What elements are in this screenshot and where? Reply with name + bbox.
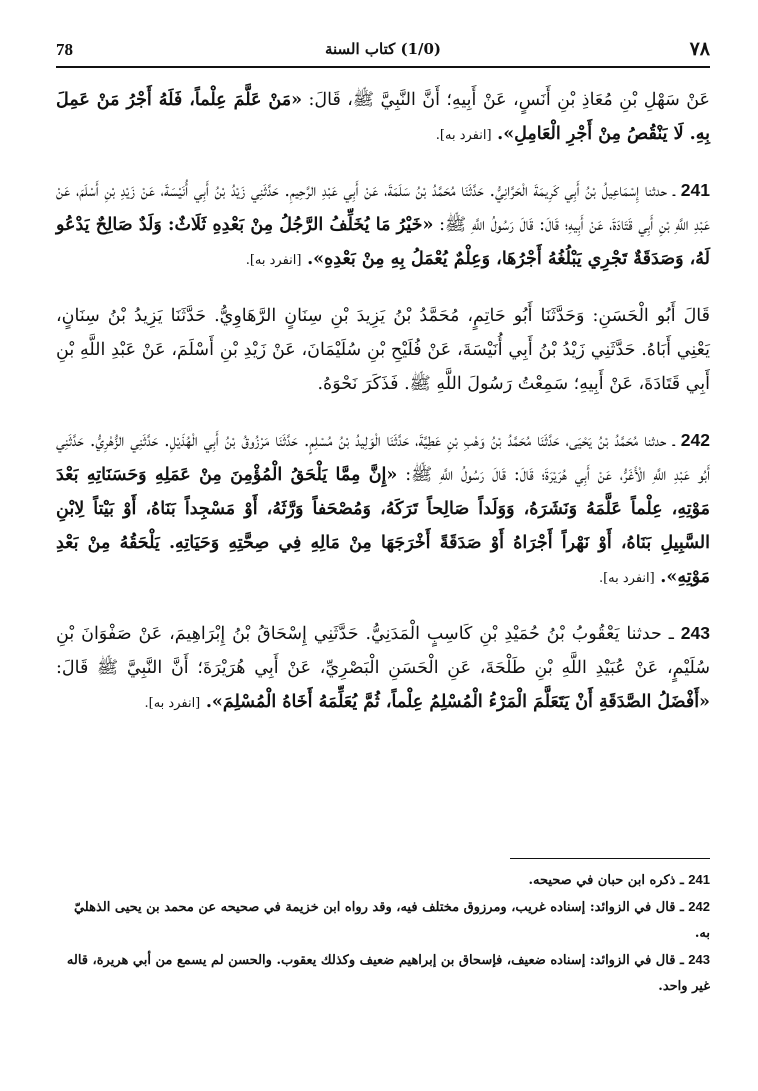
footnote [56, 867, 710, 894]
hadith-paragraph [56, 298, 710, 403]
footnote-text: ـ قال في الزوائد: إسناده غريب، ومرزوق مختلف فيه، وقد رواه ابن خزيمة في صحيحه عن محمد بن يحيى الذهليّ به. [73, 900, 710, 941]
page-number-arabic: ٧٨ [689, 38, 710, 60]
isnad-text: عَنْ سَهْلِ بْنِ مُعَاذِ بْنِ أَنَسٍ، عَنْ أَبِيهِ؛ أَنَّ النَّبِيَّ ﷺ، قَالَ: [308, 90, 710, 110]
hadith-paragraph [56, 616, 710, 721]
footnote [56, 947, 710, 1000]
isnad-text: ـ حدثنا إِسْمَاعِيلُ بْنُ أَبِي كَرِيمَةَ الْحَرَّانِيُّ. حَدَّثَنَا مُحَمَّدُ بْنُ سَلَمَةَ، عَنْ أَبِي عَبْدِ الرَّحِيمِ. حَدَّثَنِي زَيْدُ بْنُ أَبِي أُنَيْسَةَ، عَنْ زَيْدِ بْنِ أَسْلَمَ، عَنْ عَبْدِ اللَّهِ بْنِ أَبِي قَتَادَةَ، عَنْ أَبِيهِ؛ قَالَ: قَالَ رَسُولُ اللَّهِ ﷺ: [56, 181, 710, 235]
page [56, 36, 710, 741]
footnote-number: 242 [688, 899, 710, 914]
footnote-text: ـ قال في الزوائد: إسناده ضعيف، فإسحاق بن إبراهيم ضعيف وكذلك يعقوب. والحسن لم يسمع من أبي هريرة، قاله غير واحد. [66, 953, 710, 994]
matn-text: «أَفْضَلُ الصَّدَقَةِ أَنْ يَتَعَلَّمَ الْمَرْءُ الْمُسْلِمُ عِلْماً، ثُمَّ يُعَلِّمَهُ أَخَاهُ الْمُسْلِمَ». [205, 692, 710, 712]
hadith-paragraph [56, 82, 710, 153]
hadith-paragraph [56, 423, 710, 596]
hadith-note: [انفرد به]. [598, 571, 655, 586]
hadith-number: 241 [680, 180, 710, 200]
footnote [56, 894, 710, 947]
footnote-number: 241 [688, 872, 710, 887]
footnotes [56, 858, 710, 1000]
footnote-divider [510, 858, 710, 859]
book-title: (1/0) كتاب السنة [324, 40, 442, 58]
hadith-paragraph [56, 173, 710, 278]
hadith-note: [انفرد به]. [144, 696, 201, 711]
hadith-note: [انفرد به]. [245, 253, 302, 268]
page-number-latin: 78 [56, 40, 73, 59]
hadith-number: 243 [680, 623, 710, 643]
main-text [56, 82, 710, 721]
matn-text: «إِنَّ مِمَّا يَلْحَقُ الْمُؤْمِنَ مِنْ عَمَلِهِ وَحَسَنَاتِهِ بَعْدَ مَوْتِهِ، عِلْماً عَلَّمَهُ وَنَشَرَهُ، وَوَلَداً صَالِحاً تَرَكَهُ، وَمُصْحَفاً وَرَّثَهُ، أَوْ مَسْجِداً بَنَاهُ، أَوْ بَيْتاً لِابْنِ السَّبِيلِ بَنَاهُ، أَوْ نَهْراً أَجْرَاهُ أَوْ صَدَقَةً أَخْرَجَهَا مِنْ مَالِهِ فِي صِحَّتِهِ وَحَيَاتِهِ. يَلْحَقُهُ مِنْ بَعْدِ مَوْتِهِ». [56, 465, 710, 587]
isnad-text: ـ حدثنا مُحَمَّدُ بْنُ يَحْيَى، حَدَّثَنَا مُحَمَّدُ بْنُ وَهْبِ بْنِ عَطِيَّةَ، حَدَّثَنَا الْوَلِيدُ بْنُ مُسْلِمٍ. حَدَّثَنَا مَرْزُوقُ بْنُ أَبِي الْهُذَيْلِ. حَدَّثَنِي الزُّهْرِيُّ. حَدَّثَنِي أَبُو عَبْدِ اللَّهِ الْأَغَرُّ، عَنْ أَبِي هُرَيْرَةَ؛ قَالَ: قَالَ رَسُولُ اللَّهِ ﷺ: [56, 431, 710, 485]
running-header [56, 36, 710, 68]
footnote-text: ـ ذكره ابن حبان في صحيحه. [528, 873, 684, 888]
isnad-text: ـ حدثنا يَعْقُوبُ بْنُ حُمَيْدِ بْنِ كَاسِبٍ الْمَدَنِيُّ. حَدَّثَنِي إِسْحَاقُ بْنُ إِبْرَاهِيمَ، عَنْ صَفْوَانَ بْنِ سُلَيْمٍ، عَنْ عُبَيْدِ اللَّهِ بْنِ طَلْحَةَ، عَنِ الْحَسَنِ الْبَصْرِيِّ، عَنْ أَبِي هُرَيْرَةَ؛ أَنَّ النَّبِيَّ ﷺ قَالَ: [56, 624, 710, 678]
hadith-number: 242 [680, 430, 710, 450]
matn-text: «خَيْرُ مَا يُخَلِّفُ الرَّجُلُ مِنْ بَعْدِهِ ثَلَاثٌ: وَلَدٌ صَالِحٌ يَدْعُو لَهُ، وَصَدَقَةٌ تَجْرِي يَبْلُغُهُ أَجْرُهَا، وَعِلْمٌ يُعْمَلُ بِهِ مِنْ بَعْدِهِ». [56, 215, 710, 269]
matn-text: «مَنْ عَلَّمَ عِلْماً، فَلَهُ أَجْرُ مَنْ عَمِلَ بِهِ. لَا يَنْقُصُ مِنْ أَجْرِ الْعَامِلِ». [56, 90, 710, 144]
isnad-text: قَالَ أَبُو الْحَسَنِ: وَحَدَّثَنَا أَبُو حَاتِمٍ، مُحَمَّدُ بْنُ يَزِيدَ بْنِ سِنَانٍ الرَّهَاوِيُّ. حَدَّثَنَا يَزِيدُ بْنُ سِنَانٍ، يَعْنِي أَبَاهُ. حَدَّثَنِي زَيْدُ بْنُ أَبِي أُنَيْسَةَ، عَنْ فُلَيْحِ بْنِ سُلَيْمَانَ، عَنْ زَيْدِ بْنِ أَسْلَمَ، عَنْ عَبْدِ اللَّهِ بْنِ أَبِي قَتَادَةَ، عَنْ أَبِيهِ؛ سَمِعْتُ رَسُولَ اللَّهِ ﷺ. فَذَكَرَ نَحْوَهُ. [56, 306, 710, 394]
footnote-number: 243 [688, 952, 710, 967]
hadith-note: [انفرد به]. [435, 128, 492, 143]
